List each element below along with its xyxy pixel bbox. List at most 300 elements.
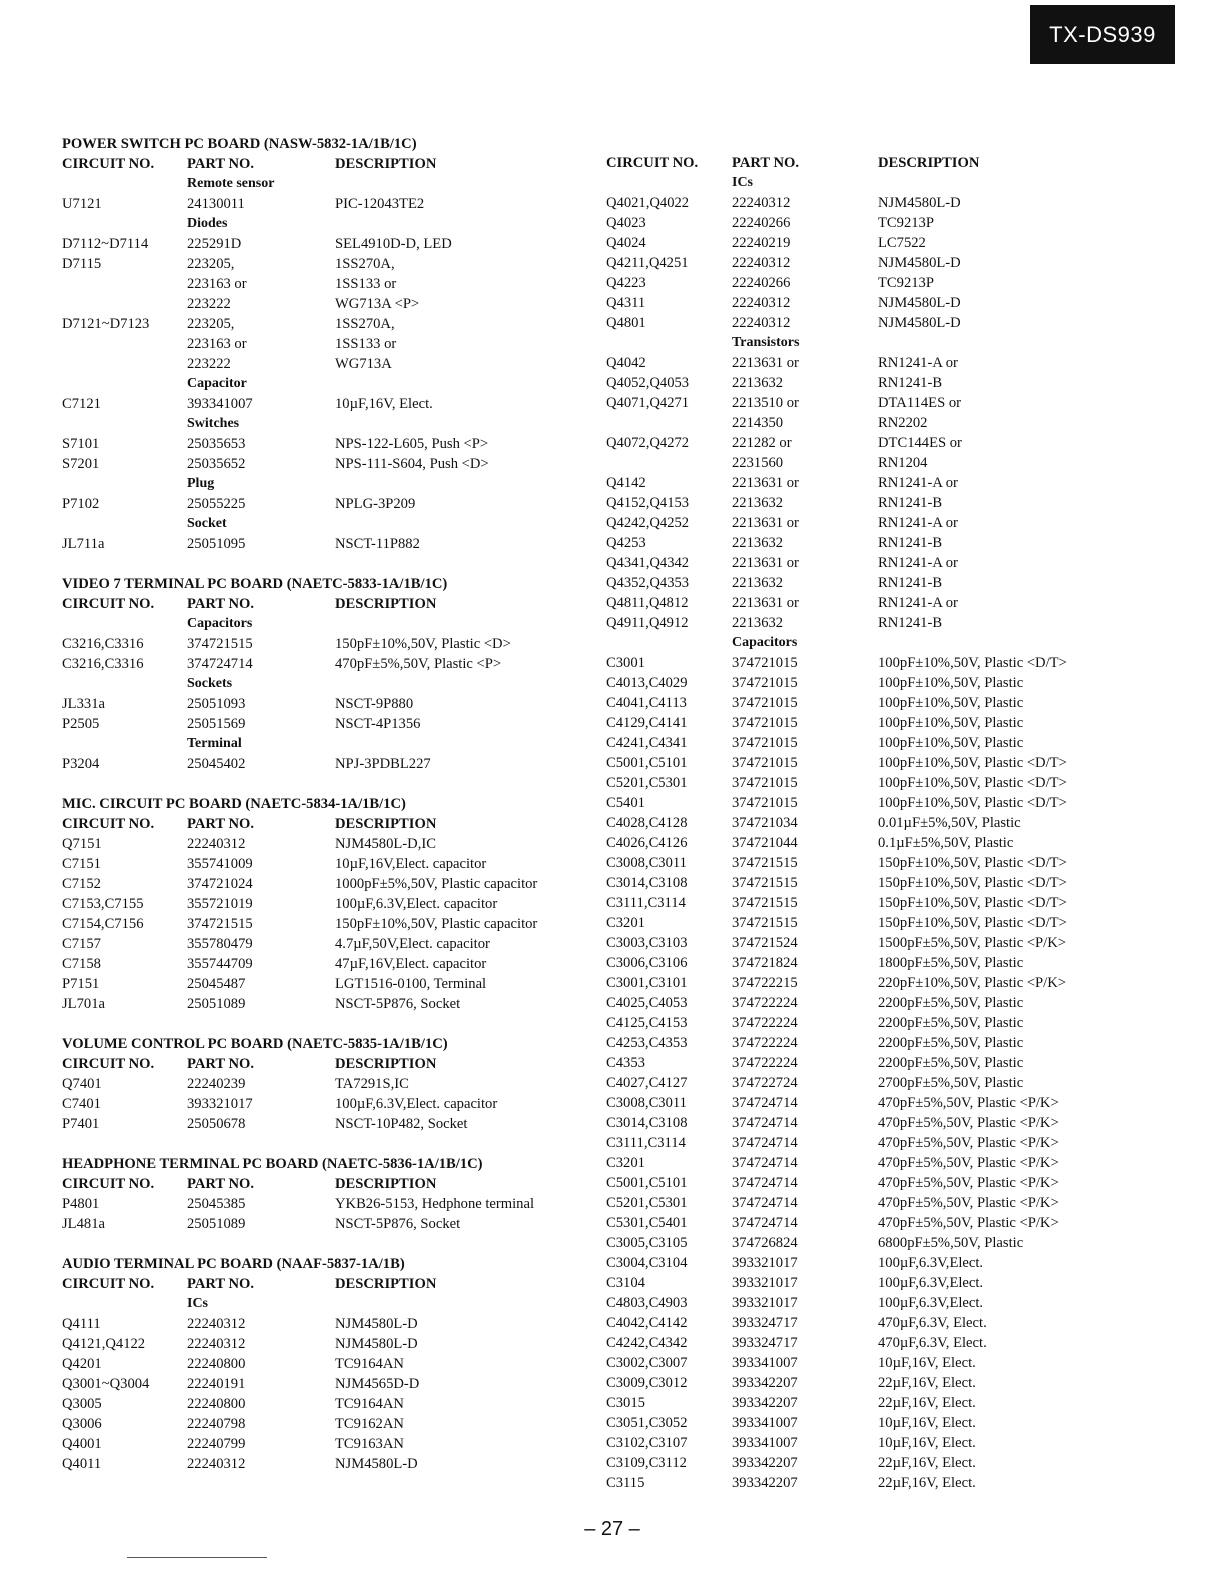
description: NSCT-9P880 xyxy=(335,696,414,712)
part-no: 393321017 xyxy=(732,1275,798,1291)
part-no: 25051569 xyxy=(187,716,246,732)
circuit-no: Q4011 xyxy=(62,1456,102,1472)
circuit-no: Q4211,Q4251 xyxy=(606,255,689,271)
part-no: 374721015 xyxy=(732,695,798,711)
table-row xyxy=(606,313,1116,333)
part-no: 22240312 xyxy=(732,255,791,271)
table-header-row xyxy=(62,1174,592,1194)
circuit-no: D7115 xyxy=(62,256,102,272)
category-label: Switches xyxy=(187,416,240,431)
circuit-no: S7101 xyxy=(62,436,100,452)
description: 2200pF±5%,50V, Plastic xyxy=(878,995,1024,1011)
description: 47µF,16V,Elect. capacitor xyxy=(335,956,487,972)
part-no: 22240312 xyxy=(732,195,791,211)
table-row xyxy=(62,674,592,694)
table-row xyxy=(606,1433,1116,1453)
description: NJM4565D-D xyxy=(335,1376,420,1392)
table-row xyxy=(606,573,1116,593)
circuit-no: C5301,C5401 xyxy=(606,1215,688,1231)
description: SEL4910D-D, LED xyxy=(335,236,452,252)
description: DTA114ES or xyxy=(878,395,962,411)
table-row xyxy=(606,1473,1116,1493)
description: 470pF±5%,50V, Plastic <P/K> xyxy=(878,1175,1059,1191)
table-row xyxy=(606,413,1116,433)
description xyxy=(335,474,585,494)
circuit-no: C3115 xyxy=(606,1475,645,1491)
circuit-no: C3006,C3106 xyxy=(606,955,688,971)
description: NJM4580L-D,IC xyxy=(335,836,436,852)
table-row xyxy=(62,834,592,854)
description: 470pF±5%,50V, Plastic <P/K> xyxy=(878,1095,1059,1111)
circuit-no: C4041,C4113 xyxy=(606,695,687,711)
description: RN1241-A or xyxy=(878,595,958,611)
circuit-no: S7201 xyxy=(62,456,100,472)
header-circuit-no: CIRCUIT NO. xyxy=(62,816,155,832)
category-label: Capacitor xyxy=(187,376,247,391)
description: 470pF±5%,50V, Plastic <P/K> xyxy=(878,1195,1059,1211)
part-no: 374722224 xyxy=(732,1055,798,1071)
table-row xyxy=(62,1374,592,1394)
table-row xyxy=(606,973,1116,993)
table-header-row xyxy=(62,1274,592,1294)
description: NSCT-11P882 xyxy=(335,536,420,552)
header-part-no: PART NO. xyxy=(187,1276,255,1292)
table-row xyxy=(606,593,1116,613)
circuit-no: C4025,C4053 xyxy=(606,995,688,1011)
table-row xyxy=(606,893,1116,913)
description xyxy=(335,614,585,634)
part-no: 221282 or xyxy=(732,435,792,451)
description: RN1241-B xyxy=(878,375,943,391)
table-row xyxy=(62,174,592,194)
description: 1SS270A, xyxy=(335,256,395,272)
circuit-no: C3051,C3052 xyxy=(606,1415,688,1431)
description: NJM4580L-D xyxy=(878,315,961,331)
table-row xyxy=(62,234,592,254)
header-circuit-no: CIRCUIT NO. xyxy=(62,1176,155,1192)
circuit-no: Q4352,Q4353 xyxy=(606,575,690,591)
circuit-no: Q4023 xyxy=(606,215,646,231)
table-row xyxy=(62,354,592,374)
part-no: 223205, xyxy=(187,316,235,332)
part-no: 2231560 xyxy=(732,455,784,471)
table-row xyxy=(606,453,1116,473)
category-label: Socket xyxy=(187,516,227,531)
circuit-no xyxy=(62,334,187,354)
circuit-no: C4042,C4142 xyxy=(606,1315,688,1331)
circuit-no: C3216,C3316 xyxy=(62,636,144,652)
description: 100pF±10%,50V, Plastic <D/T> xyxy=(878,795,1067,811)
circuit-no: C3109,C3112 xyxy=(606,1455,687,1471)
table-row xyxy=(606,713,1116,733)
table-row xyxy=(606,293,1116,313)
table-row xyxy=(62,474,592,494)
section-spacer xyxy=(62,554,592,574)
part-no: 22240312 xyxy=(187,1456,246,1472)
part-no: 393321017 xyxy=(732,1255,798,1271)
description: 0.01µF±5%,50V, Plastic xyxy=(878,815,1021,831)
part-no: 25045402 xyxy=(187,756,246,772)
description: 2200pF±5%,50V, Plastic xyxy=(878,1015,1024,1031)
circuit-no xyxy=(606,173,732,193)
description: 10µF,16V, Elect. xyxy=(335,396,433,412)
part-no: 374721015 xyxy=(732,775,798,791)
circuit-no: C3102,C3107 xyxy=(606,1435,688,1451)
description: RN1241-A or xyxy=(878,515,958,531)
description: 22µF,16V, Elect. xyxy=(878,1475,976,1491)
description: 10µF,16V, Elect. xyxy=(878,1355,976,1371)
description: 4.7µF,50V,Elect. capacitor xyxy=(335,936,490,952)
circuit-no xyxy=(606,333,732,353)
part-no: 25051089 xyxy=(187,996,246,1012)
part-no: 374722215 xyxy=(732,975,798,991)
circuit-no xyxy=(62,294,187,314)
description: RN1241-B xyxy=(878,535,943,551)
description: 150pF±10%,50V, Plastic <D/T> xyxy=(878,915,1067,931)
circuit-no: C5201,C5301 xyxy=(606,775,688,791)
part-no: 374722224 xyxy=(732,1035,798,1051)
table-row xyxy=(606,1213,1116,1233)
part-no: 223222 xyxy=(187,296,231,312)
circuit-no: C7158 xyxy=(62,956,101,972)
part-no: 374721015 xyxy=(732,755,798,771)
circuit-no xyxy=(62,354,187,374)
category-label: Capacitors xyxy=(732,635,798,650)
table-row xyxy=(606,253,1116,273)
header-part-no: PART NO. xyxy=(732,155,800,171)
description: NSCT-4P1356 xyxy=(335,716,421,732)
part-no: 393342207 xyxy=(732,1455,798,1471)
header-part-no: PART NO. xyxy=(187,1176,255,1192)
table-row xyxy=(62,514,592,534)
table-row xyxy=(62,1214,592,1234)
description: TC9164AN xyxy=(335,1356,404,1372)
section-title: POWER SWITCH PC BOARD (NASW-5832-1A/1B/1C) xyxy=(62,136,417,152)
description: NSCT-10P482, Socket xyxy=(335,1116,468,1132)
table-row xyxy=(62,194,592,214)
circuit-no: C3104 xyxy=(606,1275,645,1291)
table-row xyxy=(62,654,592,674)
description: 1SS270A, xyxy=(335,316,395,332)
circuit-no: Q4111 xyxy=(62,1316,101,1332)
description: NSCT-5P876, Socket xyxy=(335,1216,461,1232)
part-no: 22240312 xyxy=(187,1336,246,1352)
part-no: 2213631 or xyxy=(732,515,799,531)
circuit-no: JL331a xyxy=(62,696,105,712)
footer-rule xyxy=(127,1557,267,1558)
part-no: 393342207 xyxy=(732,1395,798,1411)
description: NPLG-3P209 xyxy=(335,496,416,512)
table-header-row xyxy=(606,153,1116,173)
description: 2200pF±5%,50V, Plastic xyxy=(878,1035,1024,1051)
table-row xyxy=(62,374,592,394)
table-row xyxy=(606,813,1116,833)
table-header-row xyxy=(62,154,592,174)
circuit-no: C7154,C7156 xyxy=(62,916,144,932)
table-row xyxy=(606,1013,1116,1033)
part-no: 393321017 xyxy=(732,1295,798,1311)
part-no: 393324717 xyxy=(732,1335,798,1351)
part-no: 223163 or xyxy=(187,336,247,352)
circuit-no: C4242,C4342 xyxy=(606,1335,688,1351)
circuit-no: Q7401 xyxy=(62,1076,102,1092)
table-row xyxy=(62,334,592,354)
circuit-no: C7157 xyxy=(62,936,101,952)
description: 100µF,6.3V,Elect. capacitor xyxy=(335,1096,498,1112)
table-row xyxy=(606,353,1116,373)
description xyxy=(335,1294,585,1314)
header-part-no: PART NO. xyxy=(187,1056,255,1072)
section-spacer xyxy=(62,774,592,794)
circuit-no: C7152 xyxy=(62,876,101,892)
part-no: 2213632 xyxy=(732,375,784,391)
circuit-no: Q4042 xyxy=(606,355,646,371)
table-row xyxy=(62,714,592,734)
description: 100µF,6.3V,Elect. capacitor xyxy=(335,896,498,912)
part-no: 25051093 xyxy=(187,696,246,712)
description: 150pF±10%,50V, Plastic <D/T> xyxy=(878,855,1067,871)
table-row xyxy=(62,1434,592,1454)
table-row xyxy=(606,913,1116,933)
header-description: DESCRIPTION xyxy=(335,596,437,612)
circuit-no: C4253,C4353 xyxy=(606,1035,688,1051)
category-label: Diodes xyxy=(187,216,228,231)
part-no: 355744709 xyxy=(187,956,253,972)
circuit-no: D7121~D7123 xyxy=(62,316,150,332)
right-column xyxy=(606,153,1116,1493)
table-row xyxy=(62,854,592,874)
table-row xyxy=(62,694,592,714)
part-no: 2214350 xyxy=(732,415,784,431)
circuit-no: Q4052,Q4053 xyxy=(606,375,690,391)
part-no: 374721824 xyxy=(732,955,798,971)
model-badge xyxy=(1030,5,1175,64)
description: RN1241-A or xyxy=(878,475,958,491)
part-no: 22240191 xyxy=(187,1376,246,1392)
header-description: DESCRIPTION xyxy=(335,816,437,832)
table-row xyxy=(606,333,1116,353)
circuit-no xyxy=(606,413,732,433)
circuit-no: C4013,C4029 xyxy=(606,675,688,691)
category-label: Sockets xyxy=(187,676,233,691)
circuit-no: P4801 xyxy=(62,1196,100,1212)
part-no: 374722724 xyxy=(732,1075,798,1091)
part-no: 2213632 xyxy=(732,615,784,631)
circuit-no: C7401 xyxy=(62,1096,101,1112)
description: WG713A <P> xyxy=(335,296,420,312)
part-no: 374721044 xyxy=(732,835,798,851)
model-name: TX-DS939 xyxy=(1049,21,1156,47)
description: NJM4580L-D xyxy=(878,195,961,211)
table-row xyxy=(606,933,1116,953)
table-row xyxy=(62,214,592,234)
table-row xyxy=(62,454,592,474)
circuit-no: P7401 xyxy=(62,1116,100,1132)
circuit-no xyxy=(62,514,187,534)
circuit-no: C4803,C4903 xyxy=(606,1295,688,1311)
section-title: VIDEO 7 TERMINAL PC BOARD (NAETC-5833-1A/1B/1C) xyxy=(62,576,448,592)
description: 10µF,16V, Elect. xyxy=(878,1415,976,1431)
table-header-row xyxy=(62,1054,592,1074)
left-column xyxy=(62,134,592,1474)
circuit-no: C5201,C5301 xyxy=(606,1195,688,1211)
part-no: 25045487 xyxy=(187,976,246,992)
circuit-no: Q4072,Q4272 xyxy=(606,435,690,451)
part-no: 374724714 xyxy=(732,1135,798,1151)
part-no: 2213631 or xyxy=(732,595,799,611)
part-no: 22240312 xyxy=(732,295,791,311)
description: 150pF±10%,50V, Plastic capacitor xyxy=(335,916,538,932)
circuit-no: C3002,C3007 xyxy=(606,1355,688,1371)
table-row xyxy=(606,373,1116,393)
part-no: 374726824 xyxy=(732,1235,798,1251)
circuit-no: Q4152,Q4153 xyxy=(606,495,690,511)
description: RN1241-B xyxy=(878,575,943,591)
description: TC9163AN xyxy=(335,1436,404,1452)
table-row xyxy=(606,613,1116,633)
header-description: DESCRIPTION xyxy=(878,155,980,171)
category-label: Remote sensor xyxy=(187,176,275,191)
description: 470pF±5%,50V, Plastic <P/K> xyxy=(878,1135,1059,1151)
circuit-no: Q3006 xyxy=(62,1416,102,1432)
circuit-no: C3216,C3316 xyxy=(62,656,144,672)
description: 6800pF±5%,50V, Plastic xyxy=(878,1235,1024,1251)
circuit-no: C4129,C4141 xyxy=(606,715,688,731)
circuit-no: C3009,C3012 xyxy=(606,1375,688,1391)
description: TA7291S,IC xyxy=(335,1076,409,1092)
table-row xyxy=(62,1334,592,1354)
description: RN1204 xyxy=(878,455,928,471)
circuit-no xyxy=(62,214,187,234)
description: 100pF±10%,50V, Plastic xyxy=(878,695,1024,711)
description xyxy=(335,414,585,434)
circuit-no: Q4201 xyxy=(62,1356,102,1372)
circuit-no xyxy=(62,374,187,394)
description: 1SS133 or xyxy=(335,276,397,292)
table-row xyxy=(62,1414,592,1434)
part-no: 2213631 or xyxy=(732,555,799,571)
part-no: 22240312 xyxy=(187,1316,246,1332)
description: 470pF±5%,50V, Plastic <P/K> xyxy=(878,1155,1059,1171)
circuit-no: JL481a xyxy=(62,1216,105,1232)
description: 22µF,16V, Elect. xyxy=(878,1395,976,1411)
table-row xyxy=(606,1313,1116,1333)
circuit-no: C7151 xyxy=(62,856,101,872)
description: 2200pF±5%,50V, Plastic xyxy=(878,1055,1024,1071)
table-row xyxy=(606,1173,1116,1193)
table-row xyxy=(62,1114,592,1134)
table-row xyxy=(62,934,592,954)
table-row xyxy=(62,1354,592,1374)
part-no: 374724714 xyxy=(732,1195,798,1211)
table-row xyxy=(62,294,592,314)
description: 22µF,16V, Elect. xyxy=(878,1455,976,1471)
circuit-no: Q4253 xyxy=(606,535,646,551)
table-row xyxy=(62,394,592,414)
part-no: 374721515 xyxy=(732,895,798,911)
part-no: 2213510 or xyxy=(732,395,799,411)
part-no: 374722224 xyxy=(732,995,798,1011)
circuit-no: C4026,C4126 xyxy=(606,835,688,851)
section-title: MIC. CIRCUIT PC BOARD (NAETC-5834-1A/1B/1C) xyxy=(62,796,406,812)
part-no: 22240798 xyxy=(187,1416,246,1432)
table-row xyxy=(62,954,592,974)
table-row xyxy=(62,1454,592,1474)
part-no: 374721515 xyxy=(187,916,253,932)
part-no: 374721515 xyxy=(187,636,253,652)
table-row xyxy=(606,393,1116,413)
table-row xyxy=(62,314,592,334)
table-row xyxy=(62,414,592,434)
table-row xyxy=(606,693,1116,713)
circuit-no: P2505 xyxy=(62,716,100,732)
table-row xyxy=(606,513,1116,533)
description xyxy=(335,734,585,754)
section-title: HEADPHONE TERMINAL PC BOARD (NAETC-5836-1A/1B/1C) xyxy=(62,1156,483,1172)
part-no: 25051089 xyxy=(187,1216,246,1232)
table-row xyxy=(606,773,1116,793)
table-row xyxy=(62,1074,592,1094)
table-row xyxy=(62,754,592,774)
table-row xyxy=(606,173,1116,193)
part-no: 22240800 xyxy=(187,1396,246,1412)
table-row xyxy=(606,633,1116,653)
part-no: 374721034 xyxy=(732,815,798,831)
circuit-no: Q4024 xyxy=(606,235,646,251)
table-row xyxy=(606,233,1116,253)
circuit-no xyxy=(62,274,187,294)
circuit-no: Q4911,Q4912 xyxy=(606,615,689,631)
description: TC9213P xyxy=(878,215,934,231)
part-no: 374721015 xyxy=(732,655,798,671)
description: NPJ-3PDBL227 xyxy=(335,756,431,772)
header-part-no: PART NO. xyxy=(187,816,255,832)
description: 100pF±10%,50V, Plastic xyxy=(878,715,1024,731)
part-no: 374721515 xyxy=(732,915,798,931)
part-no: 25035653 xyxy=(187,436,246,452)
description: 100µF,6.3V,Elect. xyxy=(878,1275,984,1291)
part-no: 25051095 xyxy=(187,536,246,552)
circuit-no: C4241,C4341 xyxy=(606,735,688,751)
table-row xyxy=(606,853,1116,873)
description: RN1241-B xyxy=(878,615,943,631)
header-description: DESCRIPTION xyxy=(335,1176,437,1192)
table-row xyxy=(606,1333,1116,1353)
description: 10µF,16V,Elect. capacitor xyxy=(335,856,487,872)
circuit-no: JL701a xyxy=(62,996,105,1012)
description: NSCT-5P876, Socket xyxy=(335,996,461,1012)
description: RN1241-A or xyxy=(878,355,958,371)
section-title: VOLUME CONTROL PC BOARD (NAETC-5835-1A/1B/1C) xyxy=(62,1036,448,1052)
part-no: 355741009 xyxy=(187,856,253,872)
table-row xyxy=(62,614,592,634)
table-row xyxy=(606,993,1116,1013)
circuit-no: Q4242,Q4252 xyxy=(606,515,690,531)
table-row xyxy=(62,1094,592,1114)
category-label: ICs xyxy=(187,1296,209,1311)
circuit-no: C3003,C3103 xyxy=(606,935,688,951)
description: 100µF,6.3V,Elect. xyxy=(878,1255,984,1271)
section-spacer xyxy=(62,1014,592,1034)
circuit-no: C3005,C3105 xyxy=(606,1235,688,1251)
part-no: 393321017 xyxy=(187,1096,253,1112)
part-no: 22240799 xyxy=(187,1436,246,1452)
circuit-no: C3014,C3108 xyxy=(606,1115,688,1131)
circuit-no: P7151 xyxy=(62,976,100,992)
circuit-no xyxy=(606,633,732,653)
part-no: 22240266 xyxy=(732,215,791,231)
description: NPS-111-S604, Push <D> xyxy=(335,456,489,472)
